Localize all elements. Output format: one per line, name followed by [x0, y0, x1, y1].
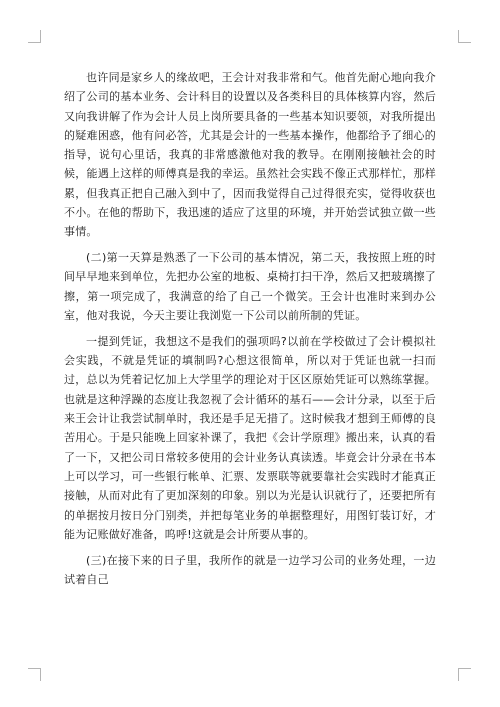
paragraph-3: 一提到凭证，我想这不是我们的强项吗?以前在学校做过了会计模拟社会实践，不就是凭证的填制吗?心想这很简单，所以对于凭证也就一扫而过，总以为凭着记忆加上大学里学的理论对于区区原始凭证可以熟练掌握。也就是这种浮躁的态度让我忽视了会计循环的基石——会计分录，以至于后来王会计让我尝试制单时，我还是手足无措了。这时候我才想到王师傅的良苦用心。于是只能晚上回家补课了，我把《会计学原理》搬出来，认真的看了一下，又把公司日常较多使用的会计业务认真读透。毕竟会计分录在书本上可以学习，可一些银行帐单、汇票、发票联等就要靠社会实践时才能真正接触，从而对此有了更加深刻的印象。别以为光是认识就行了，还要把所有的单据按月按日分门别类，并把每笔业务的单据整理好，用图钉装订好，才能为记账做好准备，呜呼!这就是会计所要从事的。 — [64, 334, 436, 541]
document-page — [64, 68, 436, 596]
paragraph-4: (三)在接下来的日子里，我所作的就是一边学习公司的业务处理，一边试着自己 — [64, 553, 436, 586]
paragraph-2: (二)第一天算是熟悉了一下公司的基本情况，第二天，我按照上班的时间早早地来到单位，先把办公室的地板、桌椅打扫干净，然后又把玻璃擦了擦，第一项完成了，我满意的给了自己一个微笑。王会计也准时来到办公室，他对我说，今天主要让我浏览一下公司以前所制的凭证。 — [64, 251, 436, 323]
crop-mark-top-right — [458, 30, 471, 43]
crop-mark-top-left — [28, 30, 41, 43]
paragraph-1: 也许同是家乡人的缘故吧，王会计对我非常和气。他首先耐心地向我介绍了公司的基本业务、会计科目的设置以及各类科目的具体核算内容，然后又向我讲解了作为会计人员上岗所要具备的一些基本知识要领，对我所提出的疑难困惑，他有问必答，尤其是会计的一些基本操作，他都给予了细心的指导，说句心里话，我真的非常感激他对我的教导。在刚刚接触社会的时候，能遇上这样的师傅真是我的幸运。虽然社会实践不像正式那样忙，那样累，但我真正把自己融入到中了，因而我觉得自己过得很充实，觉得收获也不小。在他的帮助下，我迅速的适应了这里的环境，并开始尝试独立做一些事情。 — [64, 71, 436, 239]
crop-mark-bottom-left — [28, 668, 41, 681]
crop-mark-bottom-right — [458, 668, 471, 681]
